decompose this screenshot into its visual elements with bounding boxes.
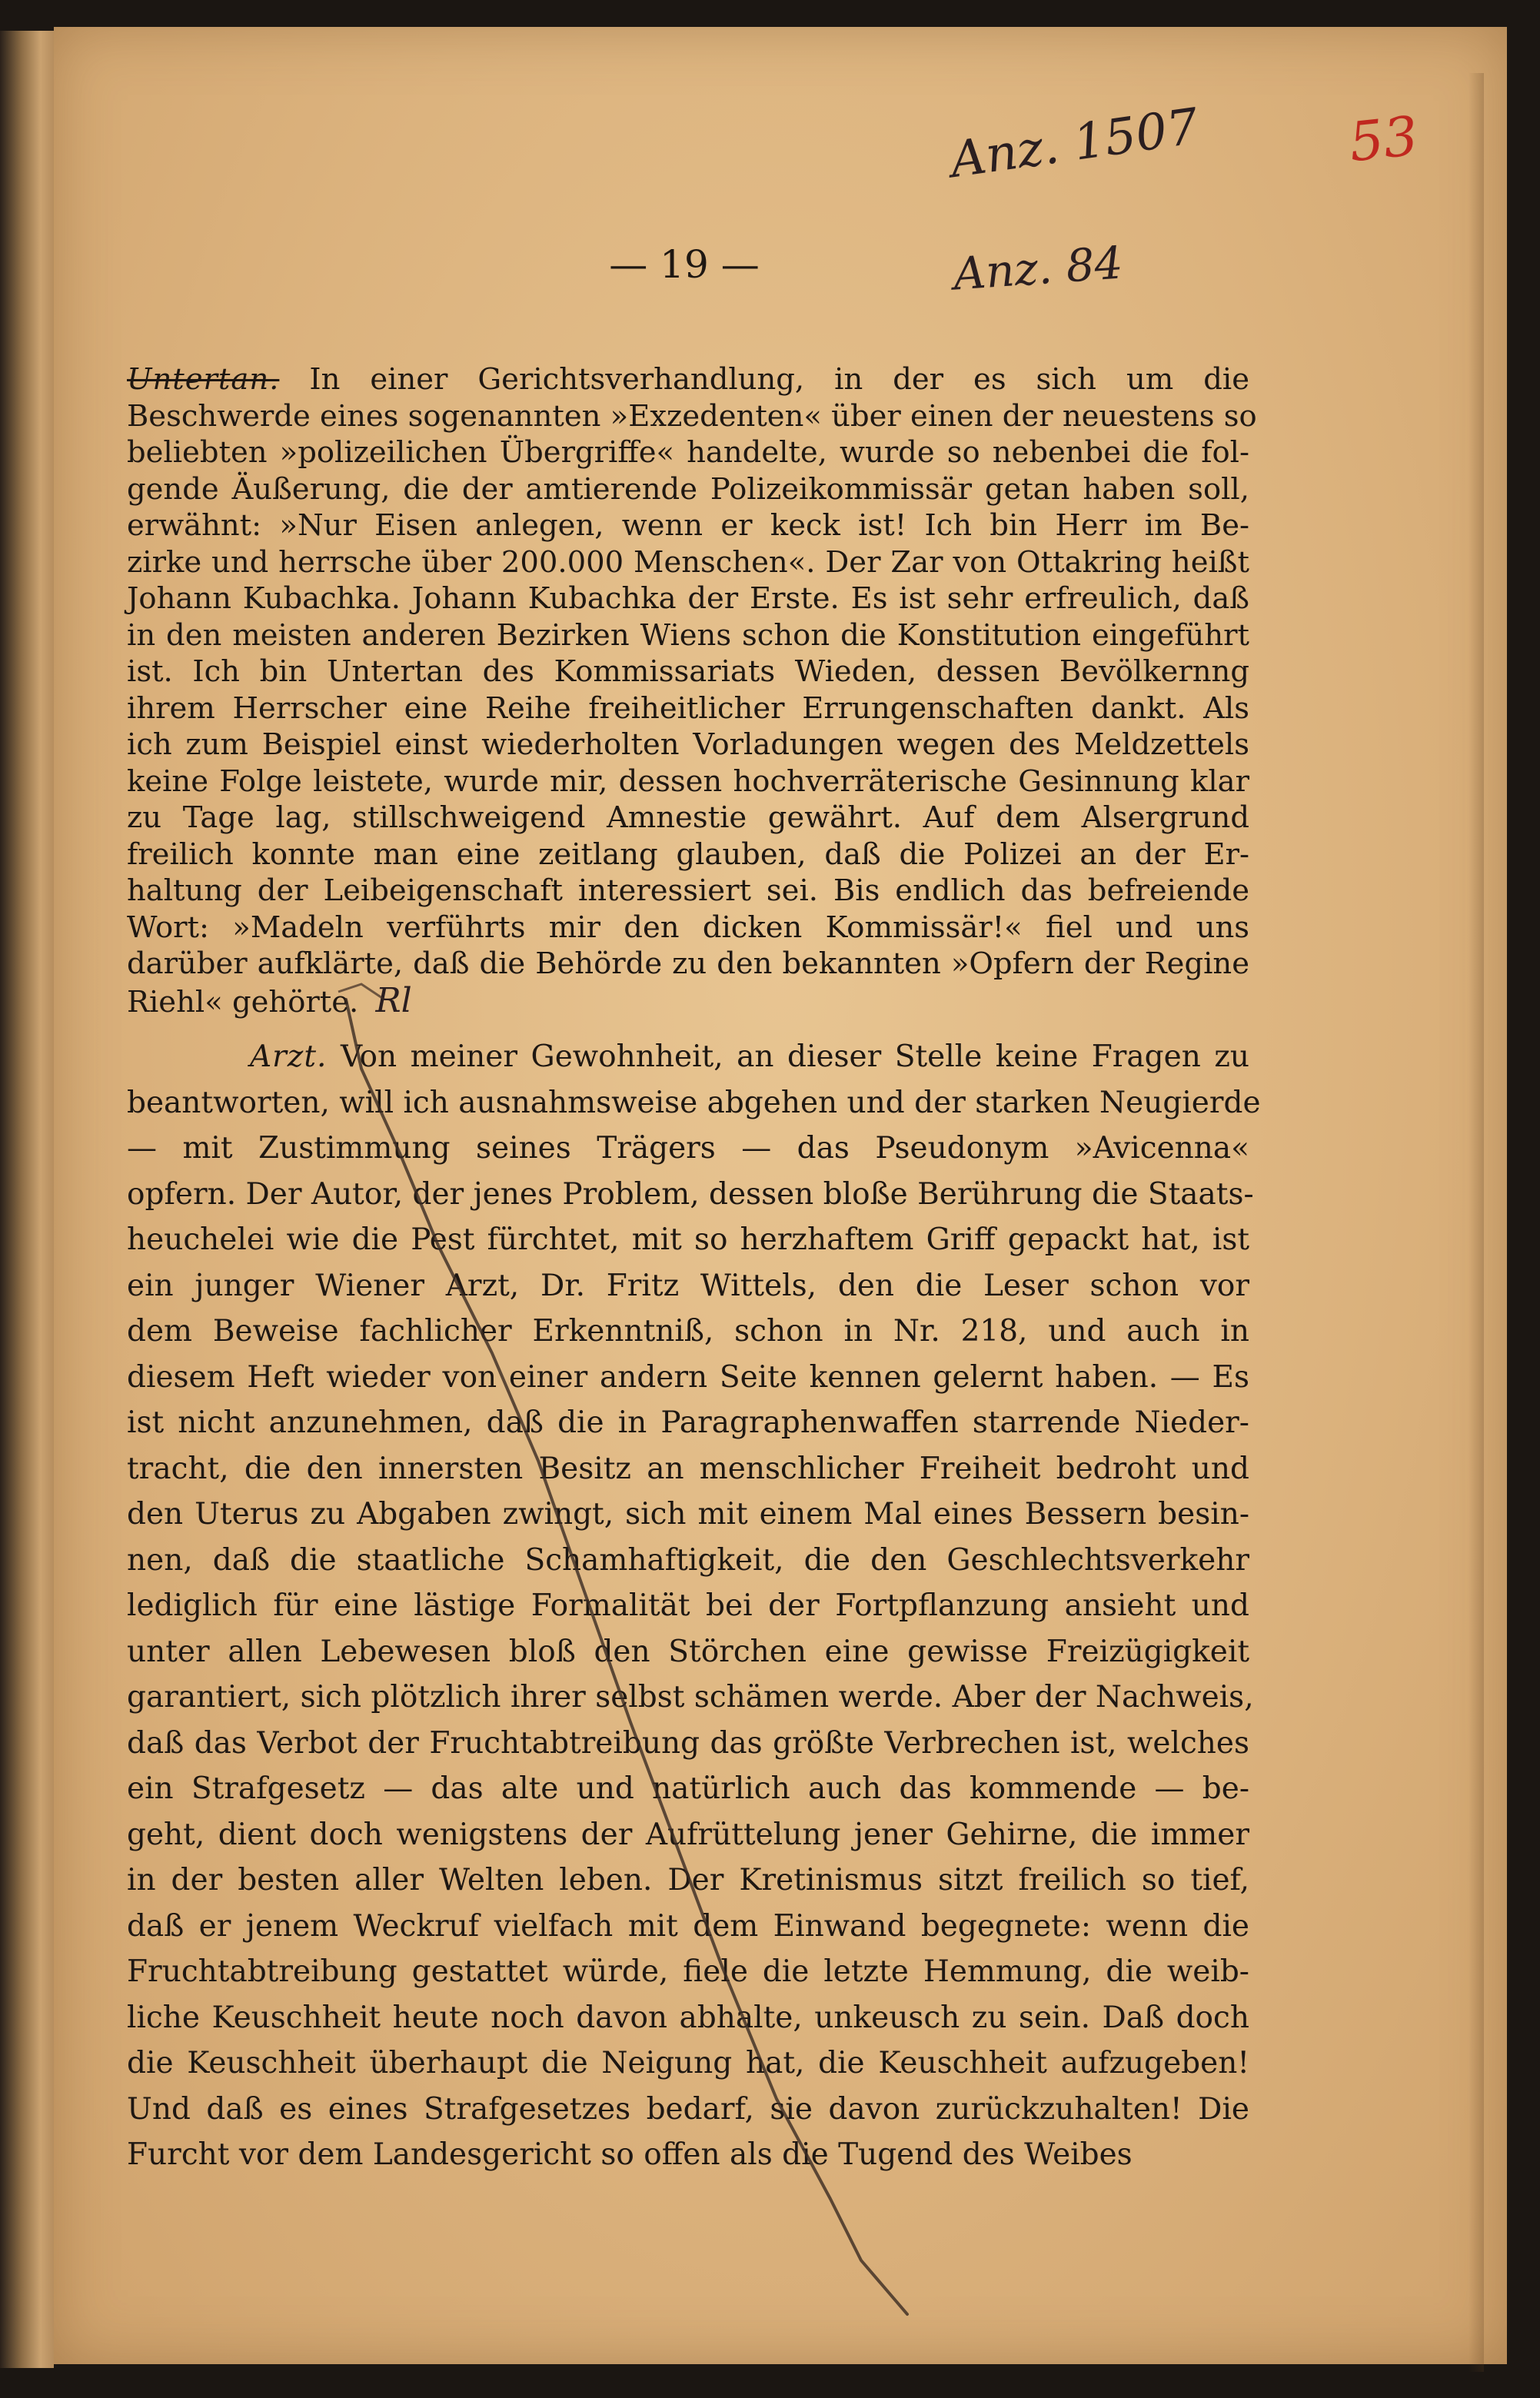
text-line: daß das Verbot der Fruchtabtreibung das größte Verbrechen ist, welches	[127, 1725, 1249, 1761]
section-keyword: Arzt.	[250, 1039, 328, 1074]
text-line: beliebten »polizeilichen Übergriffe« handelte, wurde so nebenbei die fol-	[127, 435, 1249, 470]
text-line: beantworten, will ich ausnahmsweise abgehen und der starken Neugierde	[127, 1085, 1261, 1120]
text-line: heuchelei wie die Pest fürchtet, mit so herzhaftem Griff gepackt hat, ist	[127, 1222, 1249, 1257]
text-line: dem Beweise fachlicher Erkenntniß, schon in Nr. 218, und auch in	[127, 1314, 1249, 1349]
text-line: ist. Ich bin Untertan des Kommissariats Wieden, dessen Bevölkernng	[127, 654, 1249, 689]
text-line: den Uterus zu Abgaben zwingt, sich mit einem Mal eines Bessern besin-	[127, 1497, 1249, 1532]
text-line: zirke und herrsche über 200.000 Menschen«. Der Zar von Ottakring heißt	[127, 544, 1249, 580]
text-line: tracht, die den innersten Besitz an menschlicher Freiheit bedroht und	[127, 1451, 1249, 1486]
text-line: zu Tage lag, stillschweigend Amnestie gewährt. Auf dem Alsergrund	[127, 800, 1249, 835]
page-right-edge	[1468, 73, 1484, 2372]
text-line: lediglich für eine lästige Formalität bei der Fortpflanzung ansieht und	[127, 1588, 1249, 1623]
text-line: — mit Zustimmung seines Trägers — das Pseudonym »Avicenna«	[127, 1131, 1249, 1166]
section-keyword: Untertan.	[127, 362, 280, 397]
text-line: ein Strafgesetz — das alte und natürlich auch das kommende — be-	[127, 1771, 1249, 1806]
text-line: ist nicht anzunehmen, daß die in Paragraphenwaffen starrende Nieder-	[127, 1405, 1249, 1440]
text-line: darüber aufklärte, daß die Behörde zu den bekannten »Opfern der Regine	[127, 946, 1249, 981]
text-line: daß er jenem Weckruf vielfach mit dem Einwand begegnete: wenn die	[127, 1908, 1249, 1944]
text-line: diesem Heft wieder von einer andern Seite kennen gelernt haben. — Es	[127, 1359, 1249, 1395]
text-line: geht, dient doch wenigstens der Aufrüttelung jener Gehirne, die immer	[127, 1817, 1249, 1852]
text-line: keine Folge leistete, wurde mir, dessen hochverräterische Gesinnung klar	[127, 763, 1249, 799]
text-line: freilich konnte man eine zeitlang glauben, daß die Polizei an der Er-	[127, 836, 1249, 872]
handwritten-note-second: Anz. 84	[951, 236, 1125, 301]
text-line: gende Äußerung, die der amtierende Polizeikommissär getan haben soll,	[127, 471, 1249, 507]
text-line: liche Keuschheit heute noch davon abhalte, unkeusch zu sein. Daß doch	[127, 2000, 1249, 2035]
text-line: Wort: »Madeln verführts mir den dicken Kommissär!« fiel und uns	[127, 910, 1249, 945]
text-line: ich zum Beispiel einst wiederholten Vorladungen wegen des Meldzettels	[127, 727, 1249, 762]
text-line	[127, 1034, 1249, 1080]
text-line: in der besten aller Welten leben. Der Kretinismus sitzt freilich so tief,	[127, 1863, 1249, 1897]
text-line: Furcht vor dem Landesgericht so offen als die Tugend des Weibes	[127, 2137, 1133, 2172]
text-line: erwähnt: »Nur Eisen anlegen, wenn er keck ist! Ich bin Herr im Be-	[127, 508, 1249, 543]
text-line: ihrem Herrscher eine Reihe freiheitlicher Errungenschaften dankt. Als	[127, 690, 1249, 726]
text-line: garantiert, sich plötzlich ihrer selbst schämen werde. Aber der Nachweis,	[127, 1680, 1254, 1715]
folio-number: 53	[1345, 104, 1422, 175]
handwritten-note-top: Anz. 1507	[946, 98, 1202, 190]
text-line: Fruchtabtreibung gestattet würde, fiele die letzte Hemmung, die weib-	[127, 1954, 1249, 1989]
text-line	[127, 980, 1249, 1021]
text-line: Johann Kubachka. Johann Kubachka der Erste. Es ist sehr erfreulich, daß	[127, 581, 1249, 616]
text-span: In einer Gerichtsverhandlung, in der es sich um die	[309, 362, 1249, 397]
page-number: — 19 —	[609, 242, 760, 287]
text-line: die Keuschheit überhaupt die Neigung hat, die Keuschheit aufzugeben!	[127, 2046, 1249, 2080]
text-line: ein junger Wiener Arzt, Dr. Fritz Wittels, den die Leser schon vor	[127, 1268, 1249, 1303]
text-span: Riehl« gehörte.	[127, 984, 359, 1019]
text-line	[127, 361, 1249, 398]
section-arzt	[127, 1034, 1261, 2178]
text-line: Beschwerde eines sogenannten »Exzedenten« über einen der neuestens so	[127, 398, 1257, 434]
text-line: Und daß es eines Strafgesetzes bedarf, sie davon zurückzuhalten! Die	[127, 2091, 1249, 2127]
text-span: Von meiner Gewohnheit, an dieser Stelle keine Fragen zu	[340, 1039, 1249, 1074]
handwritten-mark: Rl	[375, 980, 412, 1020]
text-line: haltung der Leibeigenschaft interessiert sei. Bis endlich das befreiende	[127, 873, 1249, 908]
text-line: nen, daß die staatliche Schamhaftigkeit, die den Geschlechtsverkehr	[127, 1542, 1249, 1578]
text-line: opfern. Der Autor, der jenes Problem, dessen bloße Berührung die Staats-	[127, 1176, 1254, 1212]
adjacent-page-edge	[0, 31, 54, 2368]
section-untertan	[127, 361, 1257, 1020]
text-line: unter allen Lebewesen bloß den Störchen eine gewisse Freizügigkeit	[127, 1634, 1249, 1669]
text-line: in den meisten anderen Bezirken Wiens schon die Konstitution eingeführt	[127, 617, 1249, 653]
